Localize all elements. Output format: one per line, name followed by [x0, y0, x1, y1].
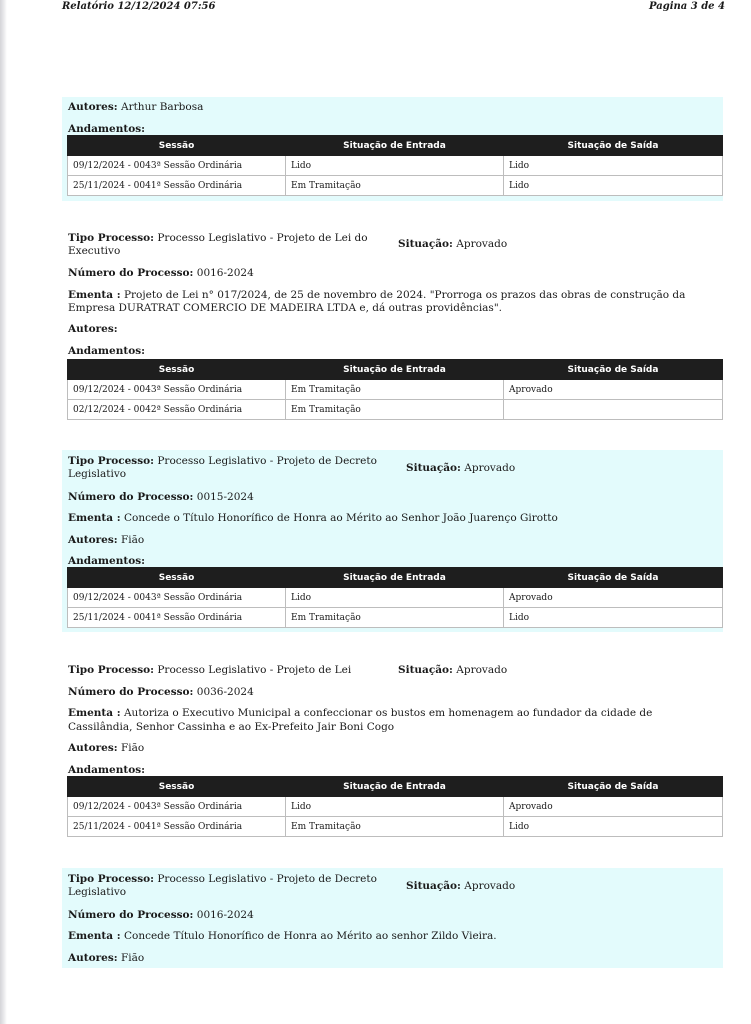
ementa-cont: Cassilândia, Senhor Cassinha e ao Ex-Prefeito Jair Boni Cogo [68, 721, 395, 733]
situacao-value: Aprovado [464, 880, 516, 892]
cell-entrada: Em Tramitação [286, 176, 504, 196]
ementa-value: Concede Título Honorífico de Honra ao Mérito ao senhor Zildo Vieira. [123, 930, 497, 942]
cell-sessao: 02/12/2024 - 0042ª Sessão Ordinária [68, 400, 286, 420]
andamentos-table [67, 776, 723, 837]
situacao-line: Situação: Aprovado [406, 462, 516, 474]
col-entrada: Situação de Entrada [286, 568, 504, 588]
col-saida: Situação de Saída [504, 568, 723, 588]
ementa-line: Ementa : Concede Título Honorífico de Honra ao Mérito ao senhor Zildo Vieira. [68, 930, 497, 942]
col-entrada: Situação de Entrada [286, 777, 504, 797]
cell-sessao: 09/12/2024 - 0043ª Sessão Ordinária [68, 380, 286, 400]
situacao-value: Aprovado [456, 664, 508, 676]
tipo-processo-line: Tipo Processo: Processo Legislativo - Projeto de Decreto [68, 873, 377, 885]
ementa-value: Autoriza o Executivo Municipal a confeccionar os bustos em homenagem ao fundador da cidade de [123, 707, 653, 719]
col-sessao: Sessão [68, 136, 286, 156]
tipo-processo-value: Processo Legislativo - Projeto de Decreto [157, 873, 377, 885]
cell-sessao: 09/12/2024 - 0043ª Sessão Ordinária [68, 797, 286, 817]
cell-saida: Aprovado [504, 588, 723, 608]
process-block-1 [62, 226, 723, 426]
autores-value: Fião [120, 742, 145, 754]
ementa-line: Ementa : Concede o Título Honorífico de Honra ao Mérito ao Senhor João Juarenço Girotto [68, 512, 558, 524]
report-timestamp: Relatório 12/12/2024 07:56 [62, 1, 216, 12]
table-header-row [68, 568, 723, 588]
situacao-line: Situação: Aprovado [406, 880, 516, 892]
autores-line: Autores: Fião [68, 742, 145, 754]
andamentos-label: Andamentos: [68, 764, 145, 776]
andamentos-table [67, 359, 723, 420]
cell-saida [504, 400, 723, 420]
cell-entrada: Em Tramitação [286, 380, 504, 400]
tipo-processo-value: Processo Legislativo - Projeto de Decreto [157, 455, 377, 467]
table-header-row [68, 777, 723, 797]
andamentos-label: Andamentos: [68, 555, 145, 567]
tipo-processo-line: Tipo Processo: Processo Legislativo - Projeto de Lei do [68, 232, 368, 244]
col-entrada: Situação de Entrada [286, 136, 504, 156]
cell-sessao: 25/11/2024 - 0041ª Sessão Ordinária [68, 608, 286, 628]
col-sessao: Sessão [68, 360, 286, 380]
autores-line: Autores: Fião [68, 952, 145, 964]
table-header-row [68, 360, 723, 380]
cell-saida: Lido [504, 156, 723, 176]
cell-saida: Aprovado [504, 380, 723, 400]
numero-line: Número do Processo: 0015-2024 [68, 491, 254, 503]
cell-entrada: Lido [286, 156, 504, 176]
col-saida: Situação de Saída [504, 136, 723, 156]
numero-value: 0036-2024 [196, 686, 254, 698]
cell-saida: Aprovado [504, 797, 723, 817]
ementa-line: Ementa : Projeto de Lei n° 017/2024, de 25 de novembro de 2024. "Prorroga os prazos das obras de construção da [68, 289, 686, 301]
tipo-processo-cont: Legislativo [68, 468, 127, 480]
cell-sessao: 25/11/2024 - 0041ª Sessão Ordinária [68, 817, 286, 837]
page-edge-shadow [0, 0, 7, 1024]
andamentos-table [67, 567, 723, 628]
col-saida: Situação de Saída [504, 777, 723, 797]
andamentos-label: Andamentos: [68, 345, 145, 357]
autores-value: Arthur Barbosa [120, 101, 204, 113]
ementa-line: Ementa : Autoriza o Executivo Municipal a confeccionar os bustos em homenagem ao fundador da cidade de [68, 707, 653, 719]
numero-line: Número do Processo: 0016-2024 [68, 267, 254, 279]
situacao-line: Situação: Aprovado [398, 238, 508, 250]
table-row [68, 588, 723, 608]
tipo-processo-value: Processo Legislativo - Projeto de Lei [157, 664, 352, 676]
andamentos-label: Andamentos: [68, 123, 145, 135]
cell-sessao: 25/11/2024 - 0041ª Sessão Ordinária [68, 176, 286, 196]
numero-value: 0015-2024 [196, 491, 254, 503]
cell-entrada: Lido [286, 797, 504, 817]
col-sessao: Sessão [68, 568, 286, 588]
ementa-value: Projeto de Lei n° 017/2024, de 25 de novembro de 2024. "Prorroga os prazos das obras de construção da [123, 289, 686, 301]
cell-saida: Lido [504, 817, 723, 837]
table-row [68, 156, 723, 176]
tipo-processo-cont: Legislativo [68, 886, 127, 898]
autores-line: Autores: [68, 323, 118, 335]
cell-entrada: Lido [286, 588, 504, 608]
table-row [68, 817, 723, 837]
table-row [68, 608, 723, 628]
autores-line: Autores: Fião [68, 534, 145, 546]
process-block-3 [62, 656, 723, 840]
cell-entrada: Em Tramitação [286, 400, 504, 420]
situacao-value: Aprovado [464, 462, 516, 474]
cell-entrada: Em Tramitação [286, 817, 504, 837]
numero-value: 0016-2024 [196, 267, 254, 279]
autores-value: Fião [120, 534, 145, 546]
tipo-processo-line: Tipo Processo: Processo Legislativo - Projeto de Lei [68, 664, 352, 676]
tipo-processo-line: Tipo Processo: Processo Legislativo - Projeto de Decreto [68, 455, 377, 467]
numero-value: 0016-2024 [196, 909, 254, 921]
ementa-value: Concede o Título Honorífico de Honra ao Mérito ao Senhor João Juarenço Girotto [123, 512, 558, 524]
table-row [68, 176, 723, 196]
situacao-line: Situação: Aprovado [398, 664, 508, 676]
process-block-0 [62, 97, 723, 201]
numero-line: Número do Processo: 0016-2024 [68, 909, 254, 921]
numero-line: Número do Processo: 0036-2024 [68, 686, 254, 698]
process-block-2 [62, 450, 723, 632]
ementa-cont: Empresa DURATRAT COMERCIO DE MADEIRA LTDA e, dá outras providências". [68, 302, 502, 314]
table-row [68, 400, 723, 420]
cell-entrada: Em Tramitação [286, 608, 504, 628]
col-sessao: Sessão [68, 777, 286, 797]
cell-saida: Lido [504, 608, 723, 628]
cell-saida: Lido [504, 176, 723, 196]
col-entrada: Situação de Entrada [286, 360, 504, 380]
table-header-row [68, 136, 723, 156]
page-number: Pagina 3 de 4 [649, 1, 725, 12]
process-block-4 [62, 868, 723, 968]
cell-sessao: 09/12/2024 - 0043ª Sessão Ordinária [68, 588, 286, 608]
table-row [68, 797, 723, 817]
tipo-processo-cont: Executivo [68, 245, 121, 257]
andamentos-table [67, 135, 723, 196]
autores-value: Fião [120, 952, 145, 964]
tipo-processo-value: Processo Legislativo - Projeto de Lei do [157, 232, 368, 244]
cell-sessao: 09/12/2024 - 0043ª Sessão Ordinária [68, 156, 286, 176]
autores-line: Autores: Arthur Barbosa [68, 101, 204, 113]
table-row [68, 380, 723, 400]
situacao-value: Aprovado [456, 238, 508, 250]
col-saida: Situação de Saída [504, 360, 723, 380]
